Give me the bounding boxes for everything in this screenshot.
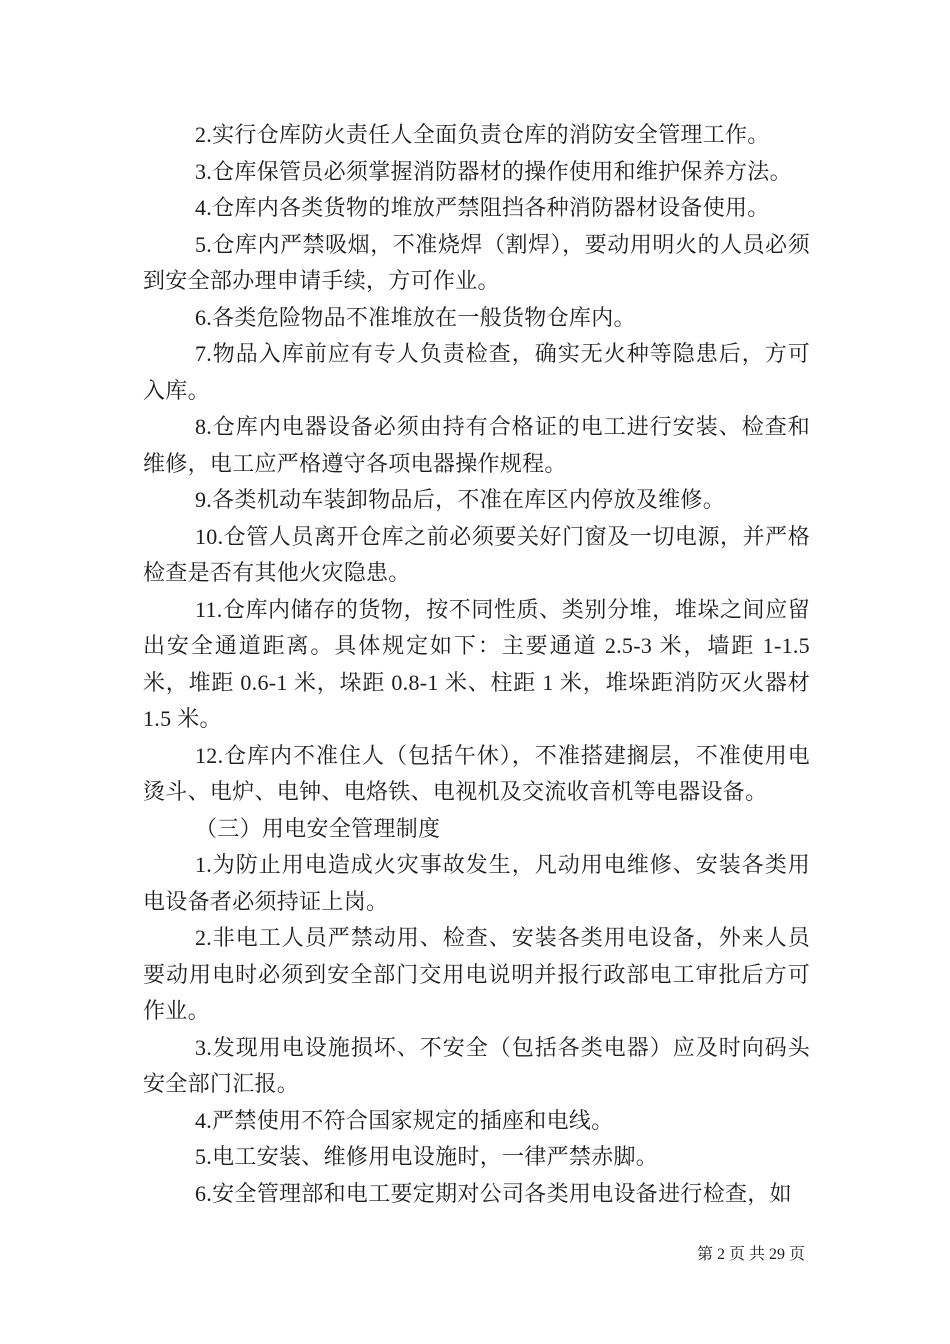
page-footer [697, 1244, 805, 1266]
paragraph: 4.严禁使用不符合国家规定的插座和电线。 [195, 1107, 614, 1133]
paragraph: 5.仓库内严禁吸烟，不准烧焊（割焊），要动用明火的人员必须到安全部办理申请手续，方可作业。 [143, 231, 810, 293]
page-number-label: 第 2 页 共 29 页 [696, 1246, 805, 1263]
paragraph: （三）用电安全管理制度 [195, 815, 441, 841]
paragraph: 7.物品入库前应有专人负责检查，确实无火种等隐患后，方可入库。 [143, 341, 810, 403]
paragraph: 3.仓库保管员必须掌握消防器材的操作使用和维护保养方法。 [195, 158, 792, 184]
paragraph: 2.非电工人员严禁动用、检查、安装各类用电设备，外来人员要动用电时必须到安全部门交用电说明并报行政部电工审批后方可作业。 [143, 925, 810, 1023]
paragraph: 1.为防止用电造成火灾事故发生，凡动用电维修、安装各类用电设备者必须持证上岗。 [143, 852, 810, 914]
paragraph: 4.仓库内各类货物的堆放严禁阻挡各种消防器材设备使用。 [195, 195, 770, 220]
paragraph: 6.安全管理部和电工要定期对公司各类用电设备进行检查，如 [195, 1180, 792, 1206]
paragraph: 3.发现用电设施损坏、不安全（包括各类电器）应及时向码头安全部门汇报。 [143, 1034, 810, 1096]
paragraph: 5.电工安装、维修用电设施时，一律严禁赤脚。 [195, 1144, 659, 1169]
paragraph: 9.各类机动车装卸物品后，不准在库区内停放及维修。 [195, 487, 726, 512]
paragraph: 8.仓库内电器设备必须由持有合格证的电工进行安装、检查和维修，电工应严格遵守各项电器操作规程。 [143, 414, 810, 476]
paragraph: 10.仓管人员离开仓库之前必须要关好门窗及一切电源，并严格检查是否有其他火灾隐患。 [143, 523, 810, 585]
document-body [143, 117, 810, 1212]
paragraph: 2.实行仓库防火责任人全面负责仓库的消防安全管理工作。 [195, 122, 770, 147]
paragraph: 12.仓库内不准住人（包括午休），不准搭建搁层，不准使用电烫斗、电炉、电钟、电烙铁、电视机及交流收音机等电器设备。 [143, 742, 810, 804]
paragraph: 11.仓库内储存的货物，按不同性质、类别分堆，堆垛之间应留出安全通道距离。具体规定如下：主要通道 2.5-3 米，墙距 1-1.5 米，堆距 0.6-1 米，垛距 0.8-1 米、柱距 1 米，堆垛距消防灭火器材 1.5 米。 [143, 596, 810, 731]
paragraph: 6.各类危险物品不准堆放在一般货物仓库内。 [195, 304, 636, 330]
